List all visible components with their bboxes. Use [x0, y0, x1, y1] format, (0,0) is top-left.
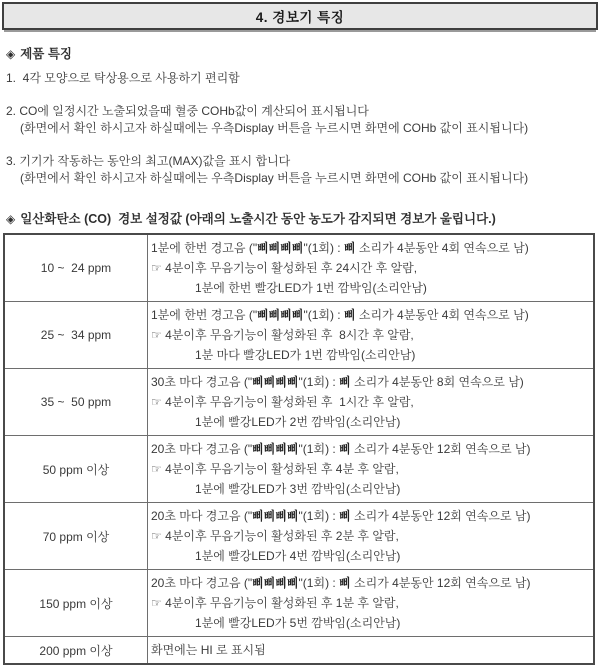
- page-title: 4. 경보기 특징: [255, 10, 345, 25]
- co-alarm-table: [3, 233, 595, 665]
- alarm-description-line: 20초 마다 경고음 ("삐삐삐삐"(1회) : 삐 소리가 4분동안 12회 연속으로 남): [151, 442, 531, 456]
- alarm-description-line: 20초 마다 경고음 ("삐삐삐삐"(1회) : 삐 소리가 4분동안 12회 연속으로 남): [151, 576, 531, 590]
- diamond-bullet-icon: ◈: [6, 47, 16, 61]
- alarm-description-line: 1분에 한번 경고음 ("삐삐삐삐"(1회) : 삐 소리가 4분동안 4회 연속으로 남): [151, 308, 529, 322]
- co-alarm-table-body: [4, 234, 594, 664]
- document-page: [0, 2, 600, 663]
- alarm-description-line: 화면에는 HI 로 표시됨: [151, 643, 266, 657]
- table-row: [4, 637, 594, 665]
- ppm-range-cell: 50 ppm 이상: [4, 436, 148, 503]
- table-row: [4, 369, 594, 436]
- alarm-description-line: ☞ 4분이후 무음기능이 활성화된 후 24시간 후 알람,: [151, 261, 418, 275]
- ppm-range-cell: 35 ~ 50 ppm: [4, 369, 148, 436]
- product-features-list: [6, 70, 600, 187]
- alarm-description-cell: [148, 570, 595, 637]
- feature-item-2-note: (화면에서 확인 하시고자 하실때에는 우측Display 버튼을 누르시면 화면에 COHb 값이 표시됩니다): [20, 121, 529, 135]
- alarm-description-line: ☞ 4분이후 무음기능이 활성화된 후 4분 후 알람,: [151, 462, 399, 476]
- alarm-description-line: 1분에 한번 경고음 ("삐삐삐삐"(1회) : 삐 소리가 4분동안 4회 연속으로 남): [151, 241, 529, 255]
- feature-item-3: 3. 기기가 작동하는 동안의 최고(MAX)값을 표시 합니다: [6, 154, 291, 168]
- alarm-description-cell: [148, 302, 595, 369]
- ppm-range-cell: 10 ~ 24 ppm: [4, 234, 148, 302]
- feature-item-2: 2. CO에 일정시간 노출되었을때 혈중 COHb값이 계산되어 표시됩니다: [6, 104, 369, 118]
- alarm-description-line: 1분에 빨강LED가 2번 깜박임(소리안남): [195, 415, 401, 429]
- feature-item-3-note: (화면에서 확인 하시고자 하실때에는 우측Display 버튼을 누르시면 화면에 COHb 값이 표시됩니다): [20, 171, 529, 185]
- alarm-description-line: 1분에 빨강LED가 3번 깜박임(소리안남): [195, 482, 401, 496]
- ppm-range-cell: 70 ppm 이상: [4, 503, 148, 570]
- feature-item-1: 1. 4각 모양으로 탁상용으로 사용하기 편리함: [6, 71, 240, 85]
- alarm-description-line: ☞ 4분이후 무음기능이 활성화된 후 2분 후 알람,: [151, 529, 399, 543]
- alarm-description-line: 1분에 빨강LED가 5번 깜박임(소리안남): [195, 616, 401, 630]
- alarm-description-line: ☞ 4분이후 무음기능이 활성화된 후 8시간 후 알람,: [151, 328, 414, 342]
- table-row: [4, 436, 594, 503]
- alarm-description-line: 1분 마다 빨강LED가 1번 깜박임(소리안남): [195, 348, 416, 362]
- alarm-description-cell: [148, 234, 595, 302]
- table-row: [4, 503, 594, 570]
- alarm-description-line: 30초 마다 경고음 ("삐삐삐삐"(1회) : 삐 소리가 4분동안 8회 연속으로 남): [151, 375, 524, 389]
- alarm-description-line: ☞ 4분이후 무음기능이 활성화된 후 1분 후 알람,: [151, 596, 399, 610]
- co-alarm-settings-title: 일산화탄소 (CO) 경보 설정값 (아래의 노출시간 동안 농도가 감지되면 경보가 울립니다.): [20, 212, 496, 226]
- diamond-bullet-icon: ◈: [6, 212, 16, 226]
- co-alarm-settings-heading: [6, 209, 600, 227]
- alarm-description-line: 1분에 한번 빨강LED가 1번 깜박임(소리안남): [195, 281, 427, 295]
- table-row: [4, 302, 594, 369]
- alarm-description-cell: [148, 503, 595, 570]
- alarm-description-line: ☞ 4분이후 무음기능이 활성화된 후 1시간 후 알람,: [151, 395, 414, 409]
- ppm-range-cell: 200 ppm 이상: [4, 637, 148, 665]
- ppm-range-cell: 25 ~ 34 ppm: [4, 302, 148, 369]
- alarm-description-cell: [148, 369, 595, 436]
- table-row: [4, 570, 594, 637]
- alarm-description-line: 1분에 빨강LED가 4번 깜박임(소리안남): [195, 549, 401, 563]
- table-row: [4, 234, 594, 302]
- alarm-description-cell: [148, 637, 595, 665]
- alarm-description-cell: [148, 436, 595, 503]
- ppm-range-cell: 150 ppm 이상: [4, 570, 148, 637]
- product-features-heading: [6, 44, 600, 62]
- product-features-title: 제품 특징: [20, 47, 73, 61]
- alarm-description-line: 20초 마다 경고음 ("삐삐삐삐"(1회) : 삐 소리가 4분동안 12회 연속으로 남): [151, 509, 531, 523]
- page-header-bar: [2, 2, 598, 30]
